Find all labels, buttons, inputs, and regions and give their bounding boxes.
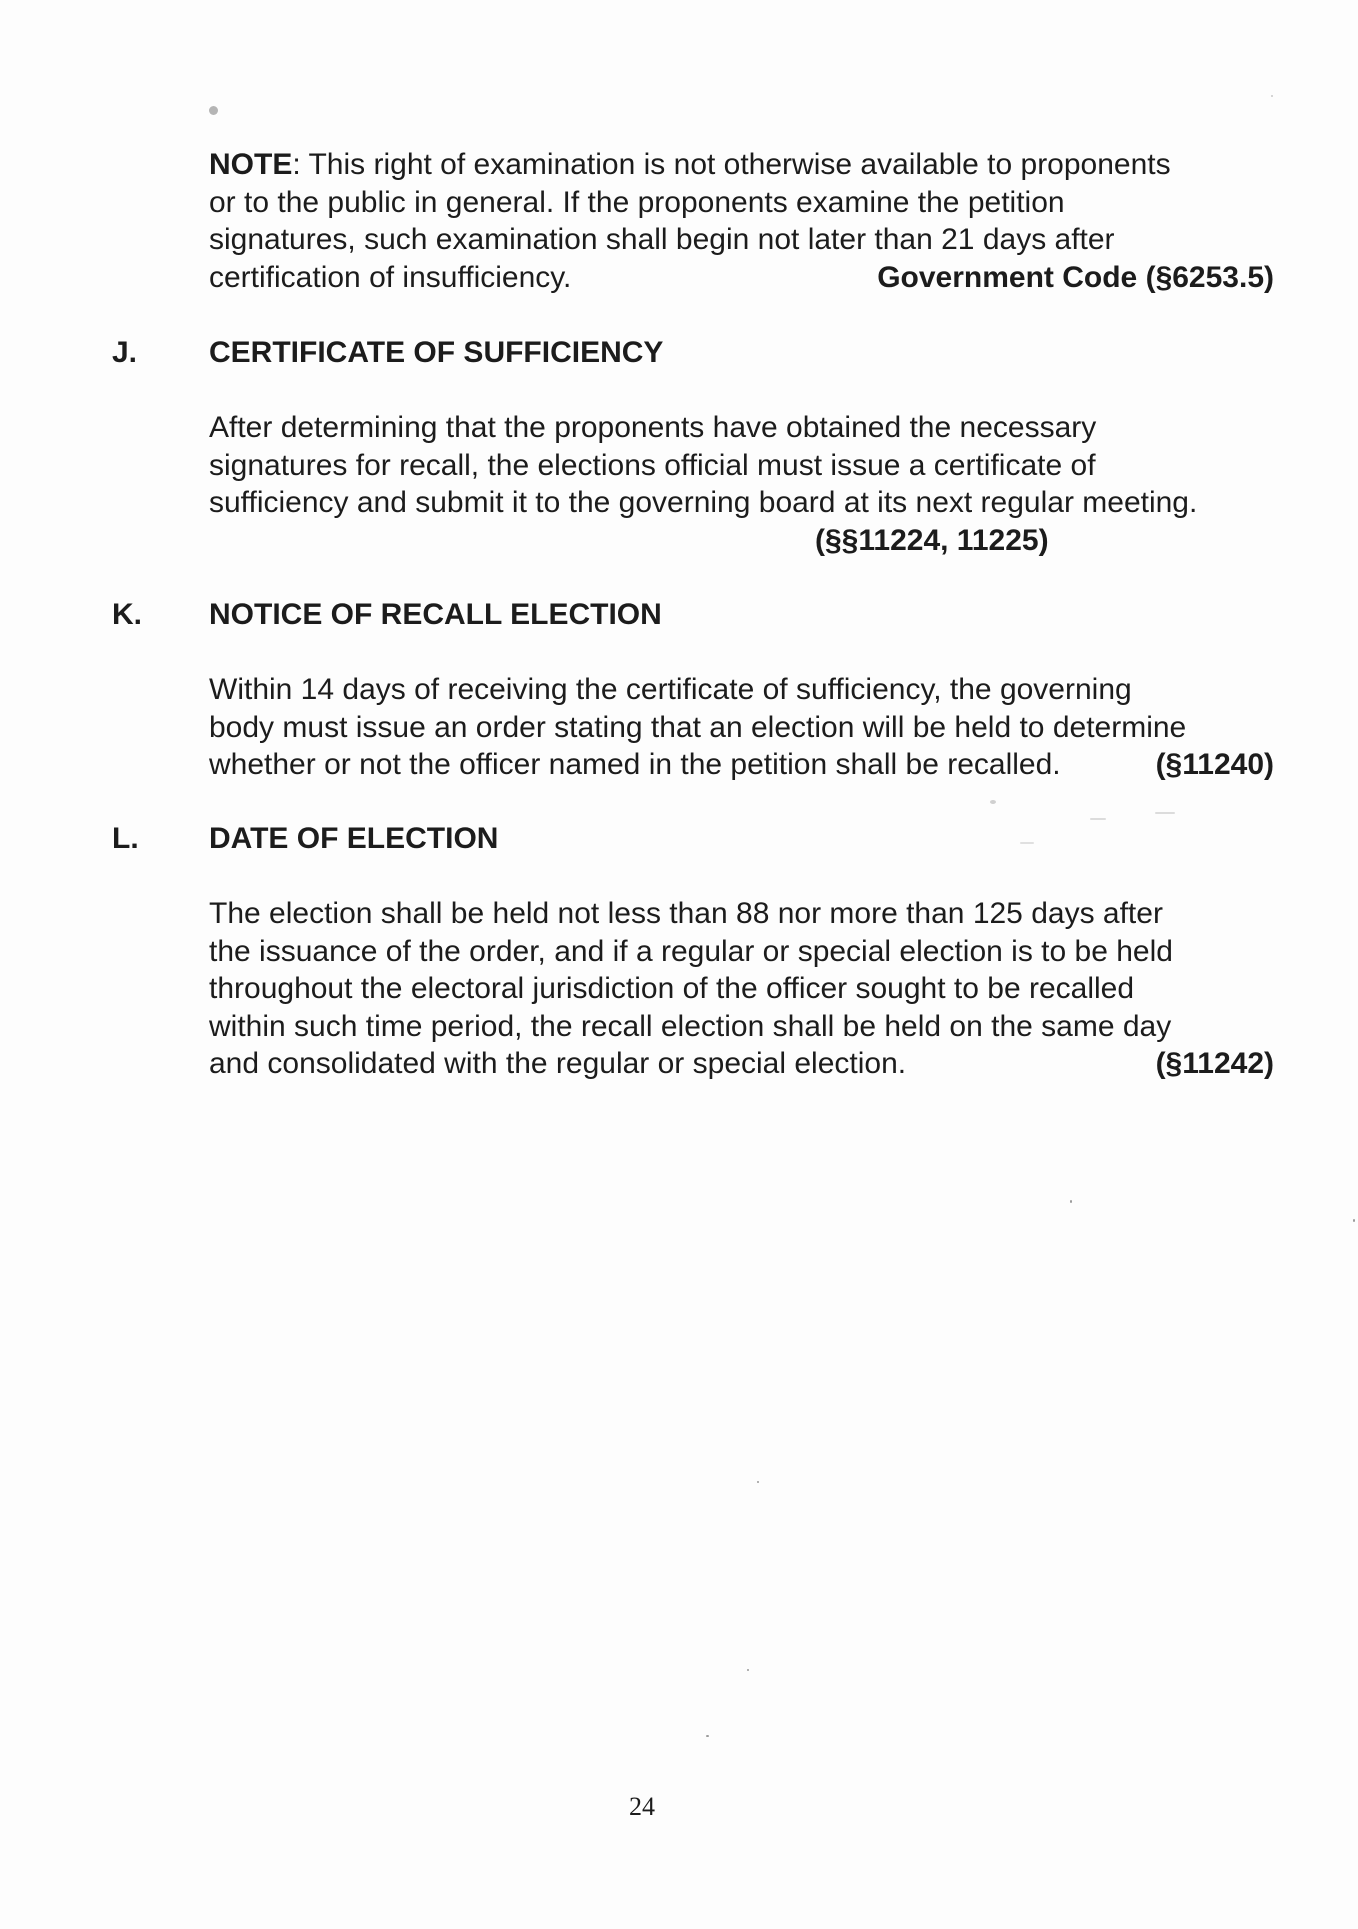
section-letter-l: L. <box>112 822 139 855</box>
section-heading-j: CERTIFICATE OF SUFFICIENCY <box>209 336 664 369</box>
body-text: and consolidated with the regular or special election. <box>209 1047 907 1080</box>
section-body-l <box>209 895 1274 1083</box>
section-citation-k: (§11240) <box>1155 748 1274 781</box>
note-text: : This right of examination is not otherwise available to proponents <box>292 148 1171 181</box>
body-line: the issuance of the order, and if a regular or special election is to be held <box>209 934 1173 968</box>
note-paragraph <box>209 146 1274 296</box>
page-number: 24 <box>629 1792 655 1821</box>
section-citation-j: (§§11224, 11225) <box>815 523 1049 557</box>
scan-speck <box>1271 95 1273 97</box>
note-line: signatures, such examination shall begin not later than 21 days after <box>209 223 1115 256</box>
body-text: whether or not the officer named in the petition shall be recalled. <box>209 748 1061 781</box>
body-line: signatures for recall, the elections official must issue a certificate of <box>209 448 1096 482</box>
body-line: Within 14 days of receiving the certificate of sufficiency, the governing <box>209 673 1132 706</box>
body-line: throughout the electoral jurisdiction of the officer sought to be recalled <box>209 972 1135 1005</box>
note-line <box>209 146 1274 184</box>
scan-speck <box>706 1735 709 1737</box>
note-line: or to the public in general. If the proponents examine the petition <box>209 185 1065 219</box>
scan-speck <box>757 1481 759 1483</box>
section-letter-k: K. <box>112 598 142 631</box>
scan-speck <box>1070 1200 1072 1203</box>
note-text: certification of insufficiency. <box>209 260 572 294</box>
body-line <box>209 1045 1274 1083</box>
body-line: The election shall be held not less than 88 nor more than 125 days after <box>209 897 1163 930</box>
scan-speck <box>209 106 218 115</box>
section-body-k <box>209 671 1274 784</box>
scan-speck <box>1155 812 1175 814</box>
scan-speck <box>747 1669 749 1671</box>
section-citation-l: (§11242) <box>1155 1047 1274 1080</box>
scan-speck <box>1090 818 1106 820</box>
body-line <box>209 746 1274 784</box>
body-line: After determining that the proponents have obtained the necessary <box>209 411 1097 444</box>
body-line: body must issue an order stating that an election will be held to determine <box>209 710 1187 744</box>
scan-speck <box>990 800 996 804</box>
scan-speck <box>1353 1219 1355 1222</box>
scan-speck <box>1020 842 1034 844</box>
section-heading-k: NOTICE OF RECALL ELECTION <box>209 598 662 631</box>
section-heading-l: DATE OF ELECTION <box>209 822 499 855</box>
note-citation: Government Code (§6253.5) <box>877 260 1274 294</box>
note-line <box>209 259 1274 297</box>
body-line: sufficiency and submit it to the governing board at its next regular meeting. <box>209 486 1198 519</box>
note-label: NOTE <box>209 148 293 181</box>
section-body-j <box>209 409 1274 559</box>
section-letter-j: J. <box>112 336 138 369</box>
body-line: within such time period, the recall election shall be held on the same day <box>209 1009 1172 1043</box>
